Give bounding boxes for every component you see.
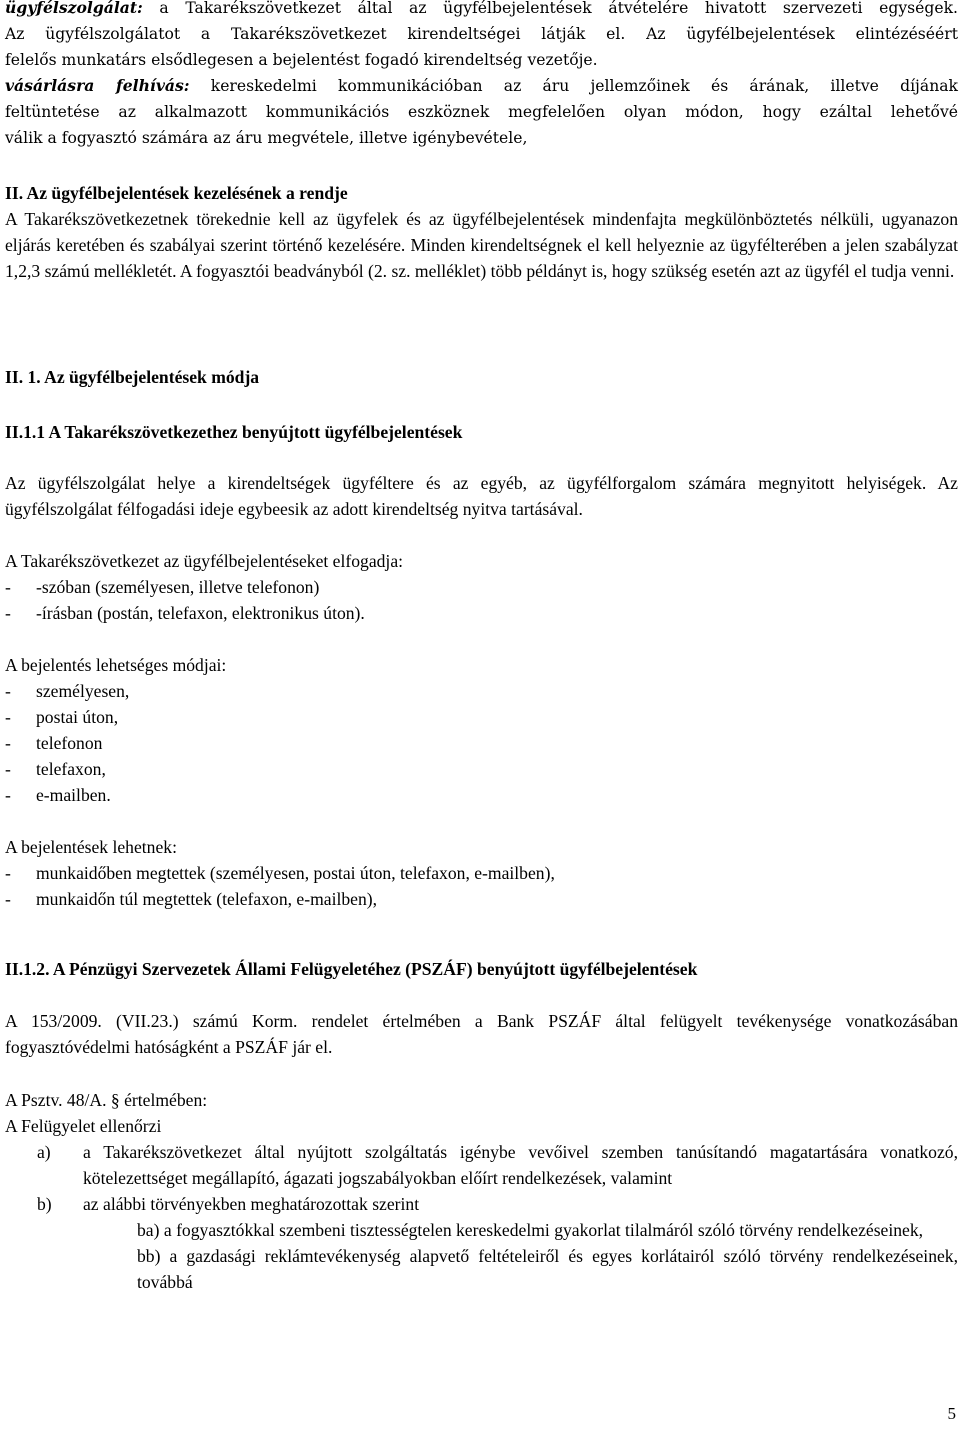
types-item-text: munkaidőben megtettek (személyesen, postai úton, telefaxon, e-mailben),	[36, 863, 555, 883]
dash-bullet: -	[5, 577, 11, 597]
types-item	[5, 860, 958, 886]
section-2-1-2-paragraph: A 153/2009. (VII.23.) számú Korm. rendelet értelmében a Bank PSZÁF által felügyelt tevékenysége vonatkozásában fogyasztóvédelmi hatóságként a PSZÁF jár el.	[5, 1011, 958, 1057]
modes-item	[5, 756, 958, 782]
definition-text: kereskedelmi kommunikációban az áru jellemzőinek és árának, illetve díjának	[189, 77, 958, 95]
dash-bullet: -	[5, 707, 11, 727]
term-ugyfelszolgalat: ügyfélszolgálat:	[5, 0, 143, 17]
modes-item-text: e-mailben.	[36, 785, 111, 805]
dash-bullet: -	[5, 889, 11, 909]
definition-text: a Takarékszövetkezet által az ügyfélbejelentések átvételére hivatott szervezeti egységek.	[142, 0, 958, 17]
accepts-item-text: -szóban (személyesen, illetve telefonon)	[36, 577, 320, 597]
list-text-a: a Takarékszövetkezet által nyújtott szolgáltatás igénybe vevőivel szemben tanúsítandó magatartására vonatkozó, kötelezettséget megállapító, ágazati jogszabályokban előírt rendelkezések, valamint	[83, 1142, 958, 1188]
list-item-ba: ba) a fogyasztókkal szembeni tisztességtelen kereskedelmi gyakorlat tilalmáról szóló törvény rendelkezéseinek,	[137, 1220, 924, 1240]
page-number: 5	[947, 1404, 956, 1423]
term-vasarlas: vásárlásra felhívás:	[5, 76, 190, 95]
list-text-b: az alábbi törvényekben meghatározottak szerint	[83, 1194, 420, 1214]
definition-vasarlas-line2: feltüntetése az alkalmazott kommunikációs eszköznek megfelelően olyan módon, hogy ezáltal lehetővé	[5, 103, 958, 121]
psztv-reference: A Psztv. 48/A. § értelmében:	[5, 1090, 208, 1110]
section-2-heading: II. Az ügyfélbejelentések kezelésének a rendje	[5, 183, 348, 203]
types-item	[5, 886, 958, 912]
section-2-1-2-heading: II.1.2. A Pénzügyi Szervezetek Állami Felügyeletéhez (PSZÁF) benyújtott ügyfélbejelentések	[5, 959, 698, 979]
dash-bullet: -	[5, 863, 11, 883]
list-item-a	[5, 1139, 958, 1191]
modes-intro: A bejelentés lehetséges módjai:	[5, 655, 227, 675]
dash-bullet: -	[5, 733, 11, 753]
modes-item-text: postai úton,	[36, 707, 119, 727]
types-item-text: munkaidőn túl megtettek (telefaxon, e-mailben),	[36, 889, 378, 909]
section-2-paragraph: A Takarékszövetkezetnek törekednie kell az ügyfelek és az ügyfélbejelentések mindenfajta megkülönböztetés nélküli, ugyanazon eljárás keretében és szabályai szerint történő kezelésére. Minden kirendeltségnek el kell helyeznie az ügyfélterében a jelen szabályzat 1,2,3 számú mellékletét. A fogyasztói beadványból (2. sz. melléklet) több példányt is, hogy szükség esetén azt az ügyfél el tudja venni.	[5, 209, 958, 281]
modes-item-text: telefonon	[36, 733, 103, 753]
modes-item-text: telefaxon,	[36, 759, 106, 779]
modes-item	[5, 678, 958, 704]
list-item-b	[5, 1191, 958, 1217]
definition-vasarlas-line3: válik a fogyasztó számára az áru megvétele, illetve igénybevétele,	[5, 129, 528, 147]
accepts-item	[5, 574, 958, 600]
list-label-b: b)	[37, 1194, 52, 1214]
types-intro: A bejelentések lehetnek:	[5, 837, 177, 857]
section-2-1-1-heading: II.1.1 A Takarékszövetkezethez benyújtott ügyfélbejelentések	[5, 422, 463, 442]
intro-definitions	[5, 0, 958, 151]
section-2-1-1-paragraph: Az ügyfélszolgálat helye a kirendeltségek ügyféltere és az egyéb, az ügyfélforgalom számára megnyitott helyiségek. Az ügyfélszolgálat félfogadási ideje egybeesik az adott kirendeltség nyitva tartásával.	[5, 473, 958, 519]
section-2-1-2	[5, 956, 958, 1295]
modes-item	[5, 730, 958, 756]
dash-bullet: -	[5, 681, 11, 701]
dash-bullet: -	[5, 759, 11, 779]
section-2-1-heading: II. 1. Az ügyfélbejelentések módja	[5, 367, 260, 387]
accepts-item	[5, 600, 958, 626]
modes-item	[5, 782, 958, 808]
section-2-1-1	[5, 419, 958, 912]
list-label-a: a)	[37, 1142, 51, 1162]
accepts-intro: A Takarékszövetkezet az ügyfélbejelentéseket elfogadja:	[5, 551, 404, 571]
felugyelet-intro: A Felügyelet ellenőrzi	[5, 1116, 162, 1136]
dash-bullet: -	[5, 785, 11, 805]
dash-bullet: -	[5, 603, 11, 623]
definition-ugyfelszolgalat-line2: Az ügyfélszolgálatot a Takarékszövetkezet kirendeltségei látják el. Az ügyfélbejelentések elintézéséért	[5, 25, 958, 43]
list-item-bb: bb) a gazdasági reklámtevékenység alapvető feltételeiről és egyes korlátairól szóló törvény rendelkezéseinek, továbbá	[137, 1246, 958, 1292]
modes-item-text: személyesen,	[36, 681, 130, 701]
modes-item	[5, 704, 958, 730]
accepts-item-text: -írásban (postán, telefaxon, elektronikus úton).	[36, 603, 365, 623]
definition-ugyfelszolgalat-line3: felelős munkatárs elsődlegesen a bejelentést fogadó kirendeltség vezetője.	[5, 51, 598, 69]
definition-ugyfelszolgalat-line1	[5, 0, 958, 21]
definition-vasarlas-line1	[5, 73, 958, 99]
section-2	[5, 180, 958, 284]
